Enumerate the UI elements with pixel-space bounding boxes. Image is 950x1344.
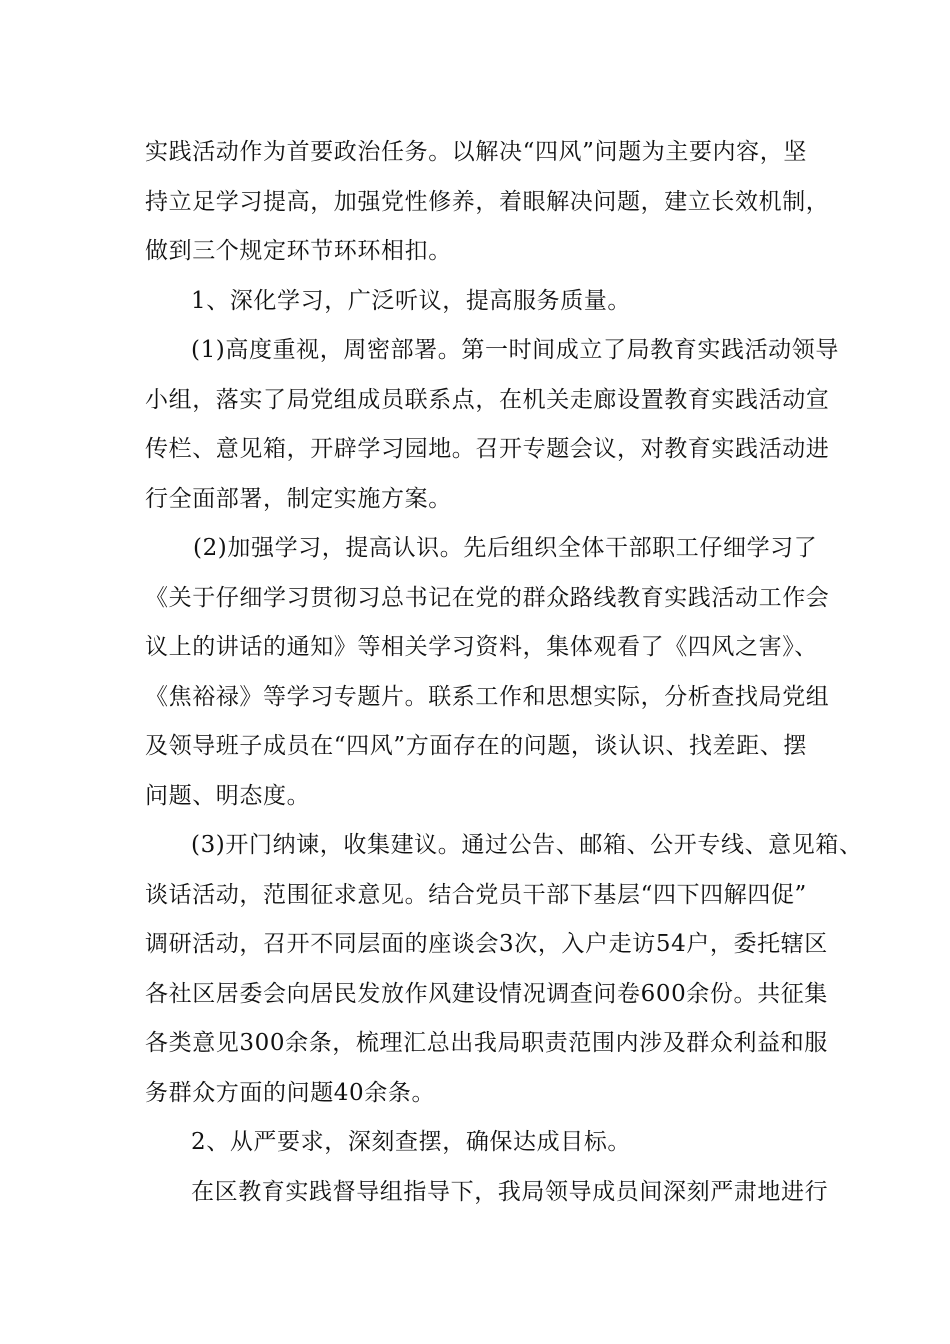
- text-line: 行全面部署，制定实施方案。: [145, 485, 452, 512]
- text-line: 《焦裕禄》等学习专题片。联系工作和思想实际，分析查找局党组: [145, 683, 830, 710]
- text-line: 及领导班子成员在“四风”方面存在的问题，谈认识、找差距、摆: [145, 733, 807, 759]
- text-line: 在区教育实践督导组指导下，我局领导成员间深刻严肃地进行: [191, 1178, 829, 1205]
- text-line: 谈话活动，范围征求意见。结合党员干部下基层“四下四解四促”: [145, 881, 807, 908]
- text-line: 各类意见300余条，梳理汇总出我局职责范围内涉及群众利益和服: [145, 1030, 828, 1056]
- section-heading: 1、深化学习，广泛听议，提高服务质量。: [191, 287, 632, 314]
- text-line: 实践活动作为首要政治任务。以解决“四风”问题为主要内容，坚: [145, 139, 807, 165]
- text-line: (2)加强学习，提高认识。先后组织全体干部职工仔细学习了: [193, 535, 818, 561]
- text-line: 持立足学习提高，加强党性修养，着眼解决问题，建立长效机制，: [145, 188, 830, 215]
- document-body: [145, 128, 863, 1217]
- text-line: (1)高度重视，周密部署。第一时间成立了局教育实践活动领导: [191, 337, 839, 363]
- text-line: 小组，落实了局党组成员联系点，在机关走廊设置教育实践活动宣: [145, 386, 830, 413]
- text-line: 议上的讲话的通知》等相关学习资料，集体观看了《四风之害》、: [145, 634, 818, 660]
- text-line: 问题、明态度。: [145, 782, 311, 809]
- text-line: 传栏、意见箱，开辟学习园地。召开专题会议，对教育实践活动进: [145, 436, 830, 462]
- text-line: 务群众方面的问题40余条。: [145, 1079, 436, 1106]
- section-heading: 2、从严要求，深刻查摆，确保达成目标。: [191, 1129, 632, 1155]
- text-line: 《关于仔细学习贯彻习总书记在党的群众路线教育实践活动工作会: [145, 584, 830, 611]
- text-line: 各社区居委会向居民发放作风建设情况调查问卷600余份。共征集: [145, 980, 828, 1007]
- text-line: 调研活动，召开不同层面的座谈会3次，入户走访54户，委托辖区: [145, 931, 828, 957]
- text-line: (3)开门纳谏，收集建议。通过公告、邮箱、公开专线、意见箱、: [191, 832, 863, 858]
- text-line: 做到三个规定环节环环相扣。: [145, 238, 452, 264]
